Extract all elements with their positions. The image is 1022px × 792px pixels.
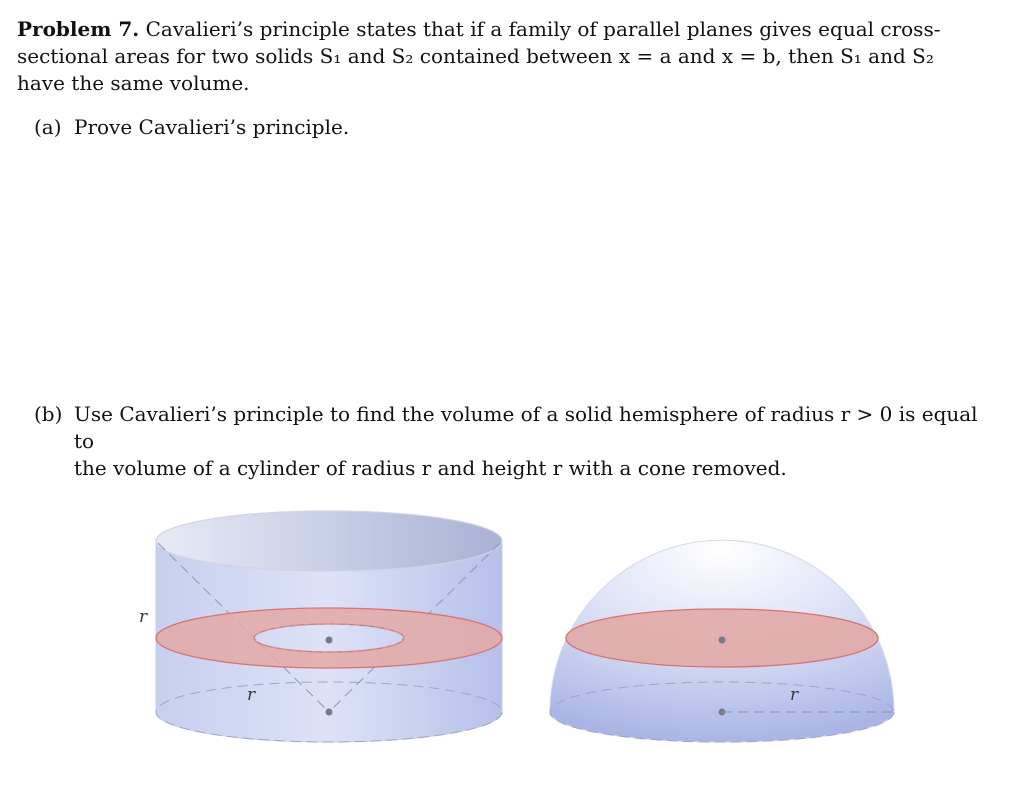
cylinder-top-face <box>156 511 502 571</box>
cylinder-height-label: r <box>139 607 148 627</box>
cylinder-with-cone-removed <box>139 511 502 742</box>
annulus-center-point <box>326 637 333 644</box>
part-b-line-2: the volume of a cylinder of radius r and height r with a cone removed. <box>74 456 787 480</box>
disk-center-point <box>719 637 726 644</box>
problem-text: Cavalieri’s principle states that if a family of parallel planes gives equal cross-sectional areas for two solids S₁ and S₂ contained between x = a and x = b, then S₁ and S₂ have the same volume. <box>17 17 941 95</box>
part-b-line-1: Use Cavalieri’s principle to find the volume of a solid hemisphere of radius r > 0 is equal to <box>74 402 978 453</box>
cylinder-radius-label: r <box>247 685 256 705</box>
part-a-text: Prove Cavalieri’s principle. <box>74 115 350 139</box>
cone-apex-point <box>326 709 333 716</box>
part-b-label: (b) <box>34 402 63 426</box>
hemisphere <box>550 540 894 742</box>
part-a-label: (a) <box>34 115 62 139</box>
problem-heading: Problem 7. <box>17 17 140 41</box>
hemisphere-radius-label: r <box>790 685 799 705</box>
